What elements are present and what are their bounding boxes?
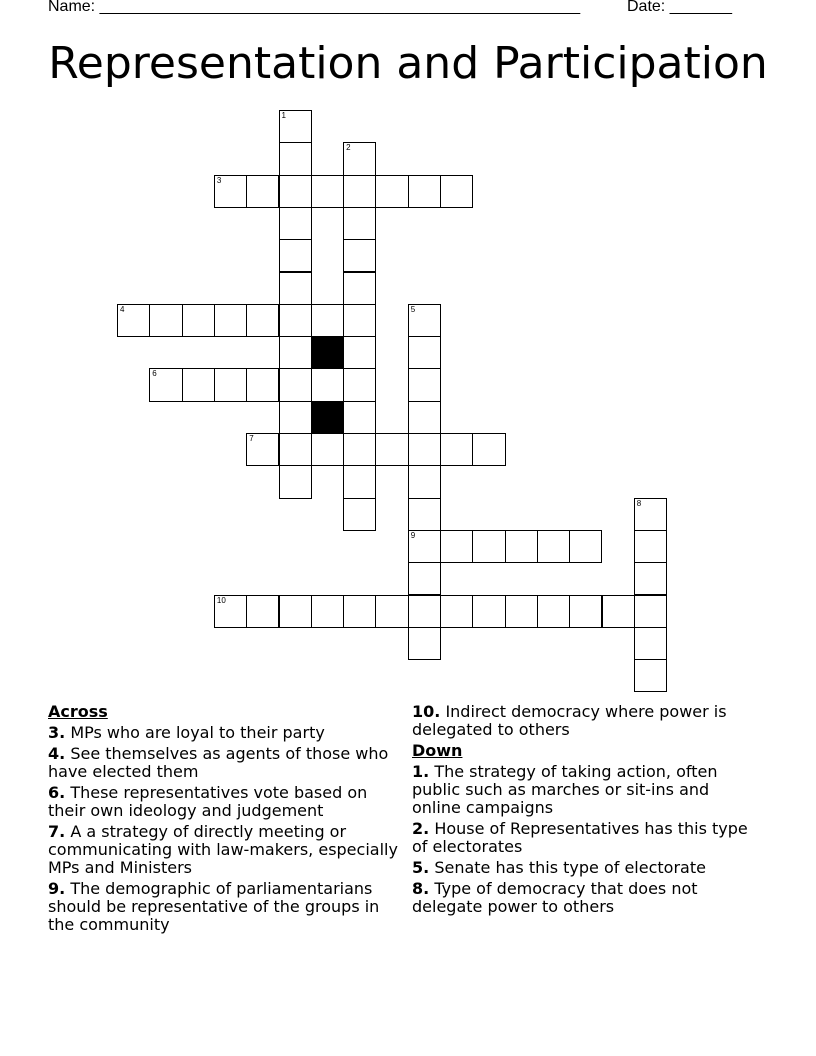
grid-cell[interactable] — [343, 175, 376, 208]
grid-cell[interactable] — [117, 304, 150, 337]
grid-cell[interactable] — [408, 530, 441, 563]
grid-cell[interactable] — [408, 401, 441, 434]
clue-down-5: 5. Senate has this type of electorate — [412, 858, 706, 877]
grid-cell[interactable] — [343, 595, 376, 628]
grid-cell[interactable] — [311, 175, 344, 208]
grid-cell[interactable] — [279, 272, 312, 305]
black-cell — [311, 401, 344, 434]
grid-cell[interactable] — [375, 595, 408, 628]
grid-cell[interactable] — [311, 433, 344, 466]
grid-cell[interactable] — [505, 530, 538, 563]
grid-cell[interactable] — [343, 465, 376, 498]
clue-across-3: 3. MPs who are loyal to their party — [48, 723, 325, 742]
grid-cell[interactable] — [214, 304, 247, 337]
grid-cell[interactable] — [343, 401, 376, 434]
clue-down-2: 2. House of Representatives has this type of electorates — [412, 819, 748, 856]
clue-number: 10 — [216, 595, 226, 605]
clue-number: 6 — [152, 369, 157, 379]
grid-cell[interactable] — [279, 175, 312, 208]
grid-cell[interactable] — [634, 659, 667, 692]
clue-number: 5 — [410, 304, 416, 314]
grid-cell[interactable] — [279, 142, 312, 175]
grid-cell[interactable] — [408, 433, 441, 466]
grid-cell[interactable] — [343, 368, 376, 401]
grid-cell[interactable] — [569, 595, 602, 628]
grid-cell[interactable] — [311, 368, 344, 401]
grid-cell[interactable] — [440, 175, 473, 208]
grid-cell[interactable] — [343, 336, 376, 369]
grid-cell[interactable] — [214, 175, 247, 208]
name-field-label: Name: ______________________________________________________ — [48, 0, 581, 15]
grid-cell[interactable] — [311, 595, 344, 628]
grid-cell[interactable] — [246, 368, 279, 401]
date-field-label: Date: _______ — [627, 0, 732, 15]
grid-cell[interactable] — [537, 530, 570, 563]
grid-cell[interactable] — [408, 498, 441, 531]
grid-cell[interactable] — [246, 595, 279, 628]
grid-cell[interactable] — [472, 595, 505, 628]
grid-cell[interactable] — [375, 175, 408, 208]
down-heading: Down — [412, 741, 463, 760]
grid-cell[interactable] — [634, 530, 667, 563]
grid-cell[interactable] — [279, 465, 312, 498]
grid-cell[interactable] — [279, 433, 312, 466]
grid-cell[interactable] — [408, 368, 441, 401]
grid-cell[interactable] — [279, 110, 312, 143]
grid-cell[interactable] — [472, 530, 505, 563]
clue-down-1: 1. The strategy of taking action, often public such as marches or sit-ins and online campaigns — [412, 762, 718, 817]
clue-across-10: 10. Indirect democracy where power is delegated to others — [412, 702, 727, 739]
grid-cell[interactable] — [408, 336, 441, 369]
grid-cell[interactable] — [343, 498, 376, 531]
grid-cell[interactable] — [505, 595, 538, 628]
clue-number: 8 — [636, 498, 642, 508]
grid-cell[interactable] — [149, 304, 182, 337]
grid-cell[interactable] — [440, 595, 473, 628]
grid-cell[interactable] — [569, 530, 602, 563]
clue-number: 3 — [216, 175, 222, 185]
across-clues — [48, 703, 398, 937]
grid-cell[interactable] — [279, 207, 312, 240]
grid-cell[interactable] — [149, 368, 182, 401]
grid-cell[interactable] — [246, 433, 279, 466]
grid-cell[interactable] — [279, 239, 312, 272]
grid-cell[interactable] — [440, 433, 473, 466]
grid-cell[interactable] — [634, 562, 667, 595]
grid-cell[interactable] — [634, 627, 667, 660]
grid-cell[interactable] — [408, 562, 441, 595]
grid-cell[interactable] — [343, 207, 376, 240]
grid-cell[interactable] — [602, 595, 635, 628]
grid-cell[interactable] — [182, 304, 215, 337]
grid-cell[interactable] — [537, 595, 570, 628]
grid-cell[interactable] — [311, 304, 344, 337]
grid-cell[interactable] — [375, 433, 408, 466]
grid-cell[interactable] — [408, 304, 441, 337]
grid-cell[interactable] — [472, 433, 505, 466]
clue-across-6: 6. These representatives vote based on their own ideology and judgement — [48, 783, 368, 820]
grid-cell[interactable] — [214, 368, 247, 401]
clue-number: 4 — [120, 304, 125, 314]
grid-cell[interactable] — [182, 368, 215, 401]
grid-cell[interactable] — [634, 498, 667, 531]
grid-cell[interactable] — [408, 595, 441, 628]
grid-cell[interactable] — [634, 595, 667, 628]
black-cell — [311, 336, 344, 369]
clue-number: 2 — [346, 143, 351, 153]
across-heading: Across — [48, 702, 108, 721]
grid-cell[interactable] — [246, 304, 279, 337]
grid-cell[interactable] — [214, 595, 247, 628]
grid-cell[interactable] — [279, 368, 312, 401]
clue-across-7: 7. A a strategy of directly meeting or communicating with law-makers, especially MPs and Ministers — [48, 822, 398, 877]
clue-number: 1 — [281, 111, 286, 120]
grid-cell[interactable] — [246, 175, 279, 208]
grid-cell[interactable] — [408, 465, 441, 498]
grid-cell[interactable] — [279, 304, 312, 337]
clue-number: 9 — [410, 530, 416, 540]
grid-cell[interactable] — [343, 272, 376, 305]
grid-cell[interactable] — [279, 401, 312, 434]
grid-cell[interactable] — [279, 595, 312, 628]
grid-cell[interactable] — [408, 175, 441, 208]
grid-cell[interactable] — [440, 530, 473, 563]
grid-cell[interactable] — [343, 433, 376, 466]
clue-across-4: 4. See themselves as agents of those who have elected them — [48, 744, 389, 781]
clue-down-8: 8. Type of democracy that does not delegate power to others — [412, 879, 698, 916]
grid-cell[interactable] — [408, 627, 441, 660]
down-clues — [412, 703, 757, 919]
grid-cell[interactable] — [279, 336, 312, 369]
page-title: Representation and Participation — [48, 38, 768, 89]
grid-cell[interactable] — [343, 142, 376, 175]
grid-cell[interactable] — [343, 304, 376, 337]
clue-number: 7 — [249, 434, 254, 443]
clue-across-9: 9. The demographic of parliamentarians should be representative of the groups in the community — [48, 879, 380, 934]
grid-cell[interactable] — [343, 239, 376, 272]
